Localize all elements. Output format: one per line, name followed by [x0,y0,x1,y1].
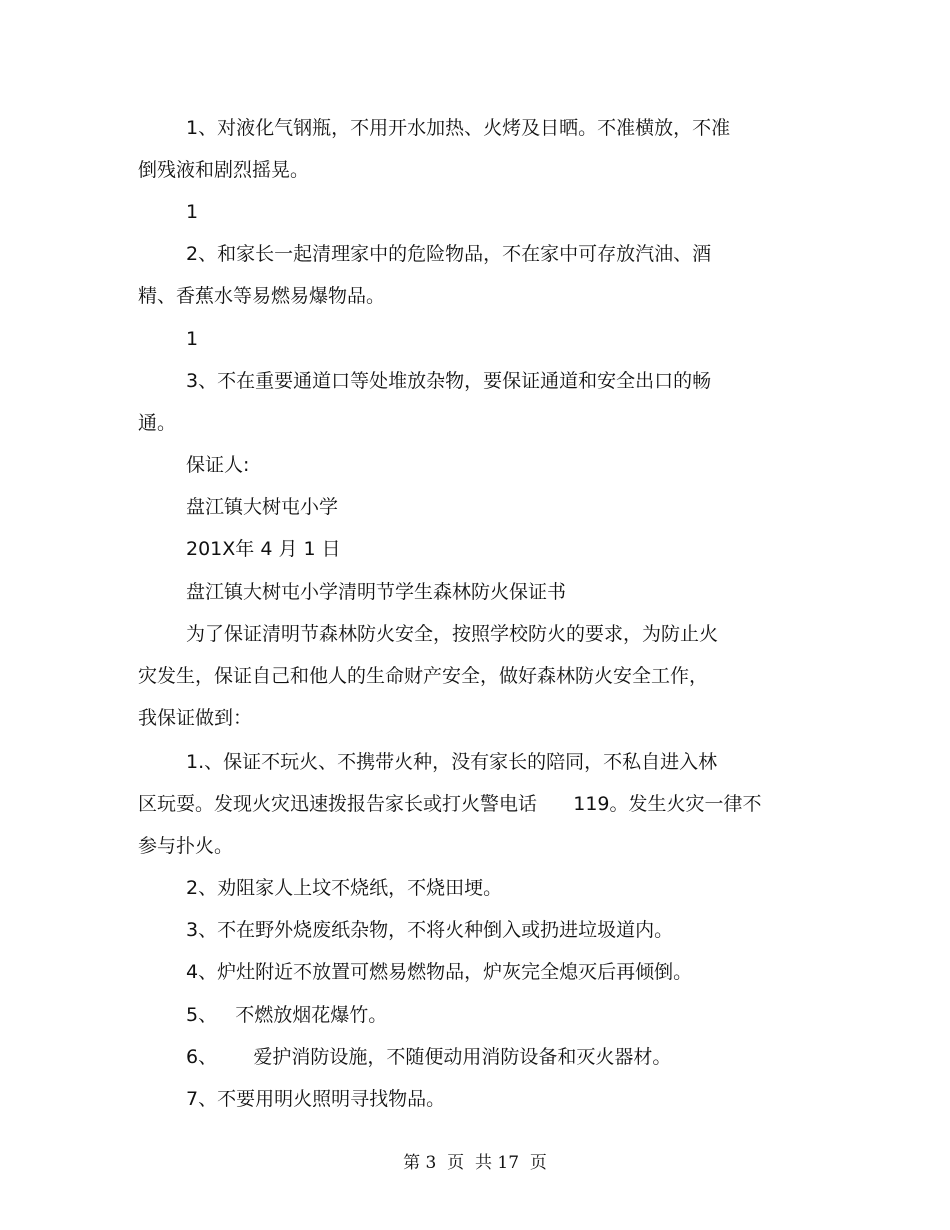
list-item: 4、炉灶附近不放置可燃易燃物品，炉灰完全熄灭后再倾倒。 [186,961,693,983]
paragraph-line: 倒残液和剧烈摇晃。 [138,159,310,181]
list-item: 6、 爱护消防设施，不随便动用消防设备和灭火器材。 [186,1046,672,1068]
paragraph-line: 为了保证清明节森林防火安全，按照学校防火的要求，为防止火 [186,623,719,645]
paragraph-line: 通。 [138,412,177,434]
list-item: 2、劝阻家人上坟不烧纸，不烧田埂。 [186,877,503,899]
school-name: 盘江镇大树屯小学 [186,496,339,518]
list-item: 3、不在野外烧废纸杂物，不将火种倒入或扔进垃圾道内。 [186,919,674,941]
list-item: 5、 不燃放烟花爆竹。 [186,1004,388,1026]
paragraph-line: 参与扑火。 [138,835,234,857]
document-date: 201X年 4 月 1 日 [186,538,341,560]
page-marker: 1 [186,328,199,350]
paragraph-line: 1、对液化气钢瓶，不用开水加热、火烤及日晒。不准横放，不准 [186,117,731,139]
paragraph-line: 区玩耍。发现火灾迅速拨报告家长或打火警电话 119。发生火灾一律不 [138,793,762,815]
paragraph-line: 2、和家长一起清理家中的危险物品，不在家中可存放汽油、酒 [186,243,712,265]
page-marker: 1 [186,201,199,223]
paragraph-line: 3、不在重要通道口等处堆放杂物，要保证通道和安全出口的畅 [186,370,712,392]
guarantor-label: 保证人: [186,454,250,476]
section-title: 盘江镇大树屯小学清明节学生森林防火保证书 [186,581,567,603]
list-item: 7、不要用明火照明寻找物品。 [186,1088,446,1110]
paragraph-line: 灾发生，保证自己和他人的生命财产安全，做好森林防火安全工作， [138,665,709,687]
paragraph-line: 我保证做到： [138,707,253,729]
paragraph-line: 1.、保证不玩火、不携带火种，没有家长的陪同，不私自进入林 [186,751,718,773]
page-footer: 第 3 页 共 17 页 [403,1153,547,1173]
paragraph-line: 精、香蕉水等易燃易爆物品。 [138,285,386,307]
